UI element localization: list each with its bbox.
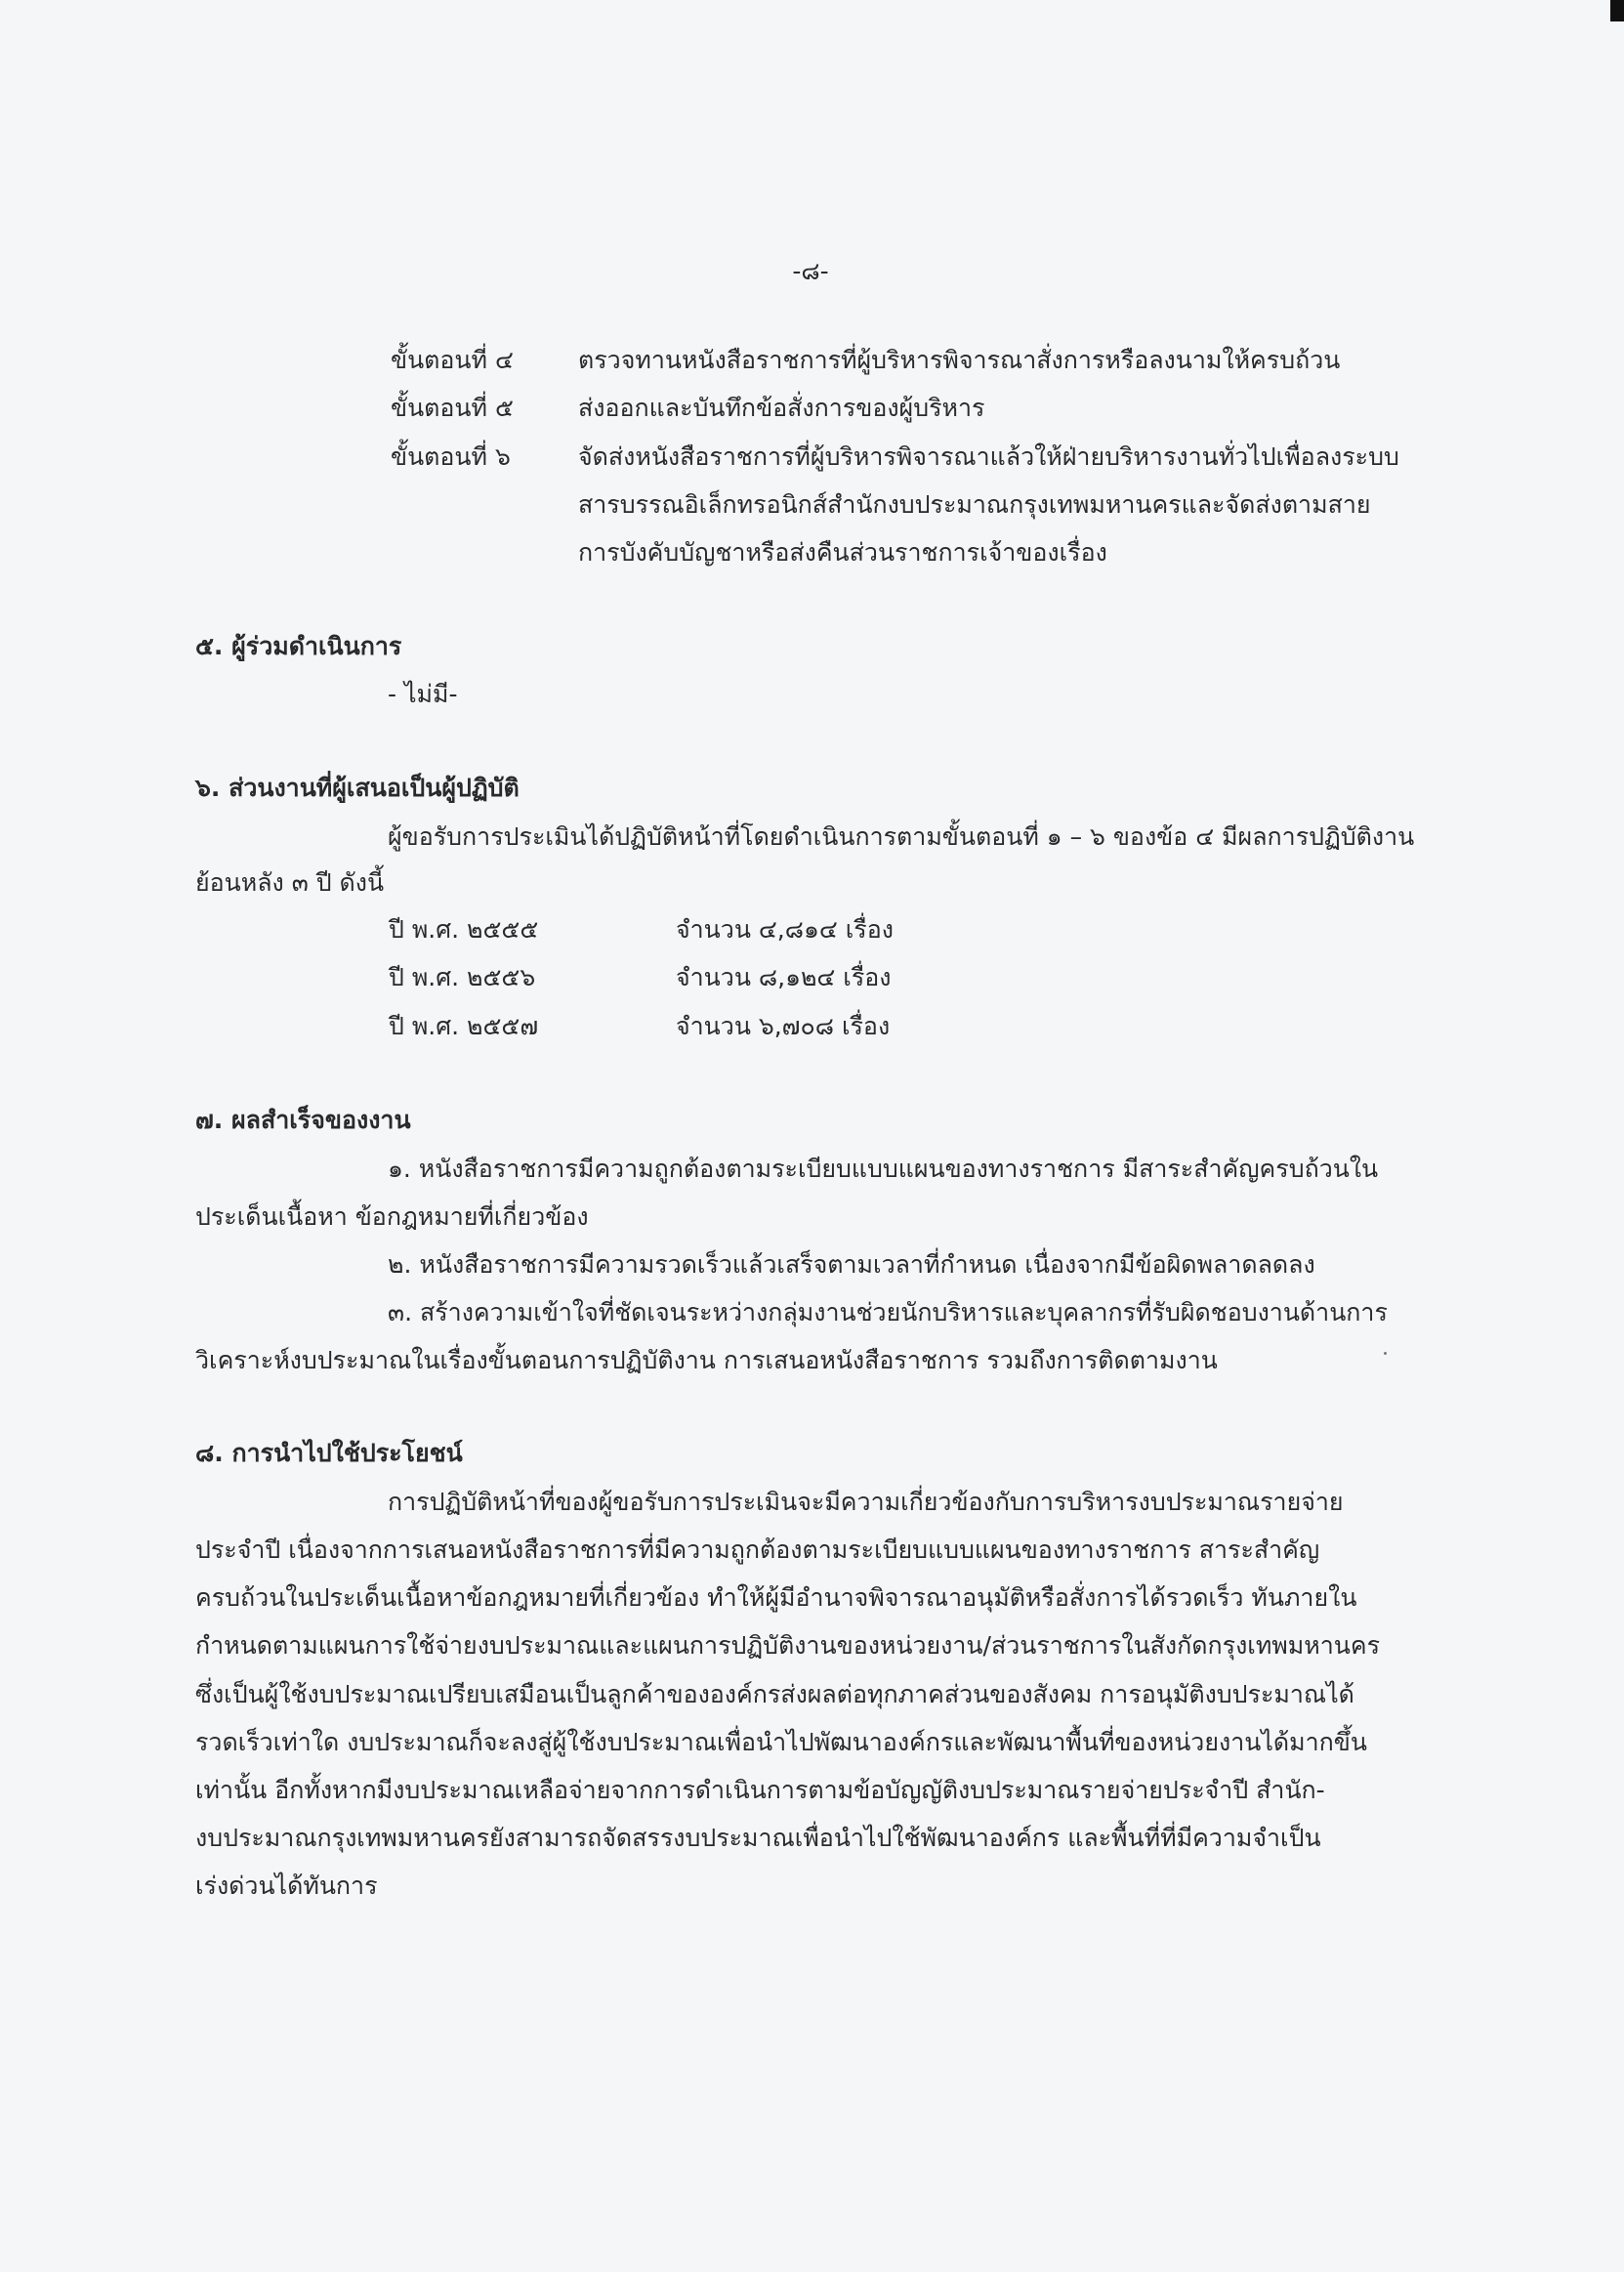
section-8-line: ครบถ้วนในประเด็นเนื้อหาข้อกฎหมายที่เกี่ยวข้อง ทำให้ผู้มีอำนาจพิจารณาอนุมัติหรือสั่งการได้รวดเร็ว ทันภายใน [195, 1583, 1357, 1612]
section-7-heading: ๗. ผลสำเร็จของงาน [195, 1106, 411, 1134]
section-8-line: การปฏิบัติหน้าที่ของผู้ขอรับการประเมินจะมีความเกี่ยวข้องกับการบริหารงบประมาณรายจ่าย [388, 1488, 1344, 1516]
record-year: ปี พ.ศ. ๒๕๕๗ [389, 1012, 539, 1040]
step-6-text-line-1: จัดส่งหนังสือราชการที่ผู้บริหารพิจารณาแล้วให้ฝ่ายบริหารงานทั่วไปเพื่อลงระบบ [578, 442, 1399, 471]
section-6-paragraph-line-1: ผู้ขอรับการประเมินได้ปฏิบัติหน้าที่โดยดำเนินการตามขั้นตอนที่ ๑ – ๖ ของข้อ ๔ มีผลการปฏิบัติงาน [388, 822, 1415, 851]
scan-dot [1384, 1352, 1387, 1355]
section-7-line: ประเด็นเนื้อหา ข้อกฎหมายที่เกี่ยวข้อง [195, 1202, 589, 1231]
step-6-text-line-3: การบังคับบัญชาหรือส่งคืนส่วนราชการเจ้าของเรื่อง [578, 538, 1107, 567]
section-8-line: ซึ่งเป็นผู้ใช้งบประมาณเปรียบเสมือนเป็นลูกค้าขององค์กรส่งผลต่อทุกภาคส่วนของสังคม การอนุมัติงบประมาณได้ [195, 1680, 1354, 1708]
record-count: จำนวน ๘,๑๒๔ เรื่อง [676, 963, 892, 991]
section-8-heading: ๘. การนำไปใช้ประโยชน์ [195, 1439, 463, 1467]
step-5-label: ขั้นตอนที่ ๕ [391, 394, 514, 422]
step-6-text-line-2: สารบรรณอิเล็กทรอนิกส์สำนักงบประมาณกรุงเทพมหานครและจัดส่งตามสาย [578, 490, 1371, 519]
record-year: ปี พ.ศ. ๒๕๕๕ [389, 915, 539, 944]
section-8-line: ประจำปี เนื่องจากการเสนอหนังสือราชการที่มีความถูกต้องตามระเบียบแบบแผนของทางราชการ สาระสำคัญ [195, 1536, 1320, 1564]
section-8-line: งบประมาณกรุงเทพมหานครยังสามารถจัดสรรงบประมาณเพื่อนำไปใช้พัฒนาองค์กร และพื้นที่ที่มีความจำเป็น [195, 1824, 1321, 1852]
section-6-heading: ๖. ส่วนงานที่ผู้เสนอเป็นผู้ปฏิบัติ [195, 774, 520, 802]
record-count: จำนวน ๖,๗๐๘ เรื่อง [676, 1012, 891, 1040]
section-7-line: วิเคราะห์งบประมาณในเรื่องขั้นตอนการปฏิบัติงาน การเสนอหนังสือราชการ รวมถึงการติดตามงาน [195, 1346, 1218, 1374]
section-8-line: เท่านั้น อีกทั้งหากมีงบประมาณเหลือจ่ายจากการดำเนินการตามข้อบัญญัติงบประมาณรายจ่ายประจำปี สำนัก- [195, 1776, 1325, 1804]
scan-edge-mark [1610, 0, 1624, 21]
section-7-line: ๒. หนังสือราชการมีความรวดเร็วแล้วเสร็จตามเวลาที่กำหนด เนื่องจากมีข้อผิดพลาดลดลง [388, 1250, 1315, 1279]
section-8-line: รวดเร็วเท่าใด งบประมาณก็จะลงสู่ผู้ใช้งบประมาณเพื่อนำไปพัฒนาองค์กรและพัฒนาพื้นที่ของหน่วยงานได้มากขึ้น [195, 1728, 1367, 1756]
step-6-label: ขั้นตอนที่ ๖ [391, 442, 511, 471]
section-8-line: เร่งด่วนได้ทันการ [195, 1872, 378, 1900]
record-count: จำนวน ๔,๘๑๔ เรื่อง [676, 915, 894, 944]
step-4-label: ขั้นตอนที่ ๔ [391, 346, 514, 374]
step-5-text: ส่งออกและบันทึกข้อสั่งการของผู้บริหาร [578, 394, 985, 422]
page-number: -๘- [792, 257, 829, 285]
section-8-line: กำหนดตามแผนการใช้จ่ายงบประมาณและแผนการปฏิบัติงานของหน่วยงาน/ส่วนราชการในสังกัดกรุงเทพมหานคร [195, 1631, 1381, 1660]
section-7-line: ๑. หนังสือราชการมีความถูกต้องตามระเบียบแบบแผนของทางราชการ มีสาระสำคัญครบถ้วนใน [388, 1155, 1379, 1183]
record-year: ปี พ.ศ. ๒๕๕๖ [389, 963, 536, 991]
section-5-text: - ไม่มี- [388, 680, 458, 708]
step-4-text: ตรวจทานหนังสือราชการที่ผู้บริหารพิจารณาสั่งการหรือลงนามให้ครบถ้วน [578, 346, 1341, 374]
section-6-paragraph-line-2: ย้อนหลัง ๓ ปี ดังนี้ [195, 868, 385, 897]
section-7-line: ๓. สร้างความเข้าใจที่ชัดเจนระหว่างกลุ่มงานช่วยนักบริหารและบุคลากรที่รับผิดชอบงานด้านการ [388, 1298, 1388, 1326]
section-5-heading: ๕. ผู้ร่วมดำเนินการ [195, 632, 402, 660]
